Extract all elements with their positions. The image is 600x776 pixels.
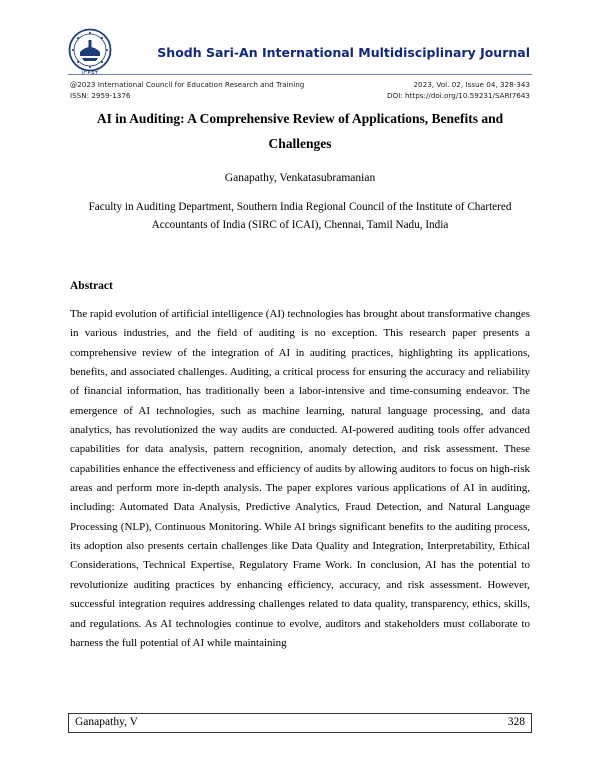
- doi-line: DOI: https://doi.org/10.59231/SARI7643: [387, 91, 530, 100]
- volume-issue-line: 2023, Vol. 02, Issue 04, 328-343: [413, 80, 530, 89]
- journal-title: Shodh Sari-An International Multidisciplinary Journal: [157, 45, 530, 60]
- abstract-heading: Abstract: [70, 280, 113, 292]
- copyright-line: @2023 International Council for Education Research and Training: [70, 80, 305, 89]
- icert-emblem-icon: [68, 28, 112, 72]
- author-names: Ganapathy, Venkatasubramanian: [224, 172, 376, 184]
- page-footer: [68, 713, 532, 733]
- abstract-body: The rapid evolution of artificial intelligence (AI) technologies has brought about transformative changes in various industries, and the field of auditing is no exception. This research paper presents a comprehensive review of the integration of AI in auditing practices, highlighting its applications, benefits, and associated challenges. Auditing, a critical process for ensuring the accuracy and reliability of financial information, has traditionally been a labor-intensive and time-consuming endeavor. The emergence of AI technologies, such as machine learning, natural language processing, and data analytics, has revolutionized the way audits are conducted. AI-powered auditing tools offer advanced capabilities for data analysis, pattern recognition, anomaly detection, and risk assessment. These capabilities enhance the effectiveness and efficiency of audits by allowing auditors to focus on high-risk areas and perform more in-depth analysis. The paper explores various applications of AI in auditing, including: Automated Data Analysis, Predictive Analytics, Fraud Detection, and Natural Language Processing (NLP), Continuous Monitoring. While AI brings significant benefits to the auditing process, its adoption also presents certain challenges like Data Quality and Integration, Interpretability, Ethical Considerations, Technical Expertise, Regulatory Frame Work. In conclusion, AI has the potential to revolutionize auditing practices by enhancing efficiency, accuracy, and risk assessment. However, successful integration requires addressing challenges related to data quality, transparency, ethics, skills, and regulations. As AI technologies continue to evolve, auditors and stakeholders must collaborate to harness the full potential of AI while maintaining: [70, 308, 530, 649]
- affiliation-line-1: Faculty in Auditing Department, Southern India Regional Council of the Institute of Chartered: [88, 201, 512, 213]
- issn-line: ISSN: 2959-1376: [70, 91, 131, 100]
- paper-title-line-2: Challenges: [268, 136, 332, 151]
- page-number: 328: [507, 716, 525, 728]
- affiliation-line-2: Accountants of India (SIRC of ICAI), Chennai, Tamil Nadu, India: [151, 219, 449, 231]
- footer-author: Ganapathy, V: [75, 716, 138, 728]
- header-divider: [68, 74, 532, 75]
- paper-title-line-1: AI in Auditing: A Comprehensive Review of Applications, Benefits and: [96, 111, 504, 126]
